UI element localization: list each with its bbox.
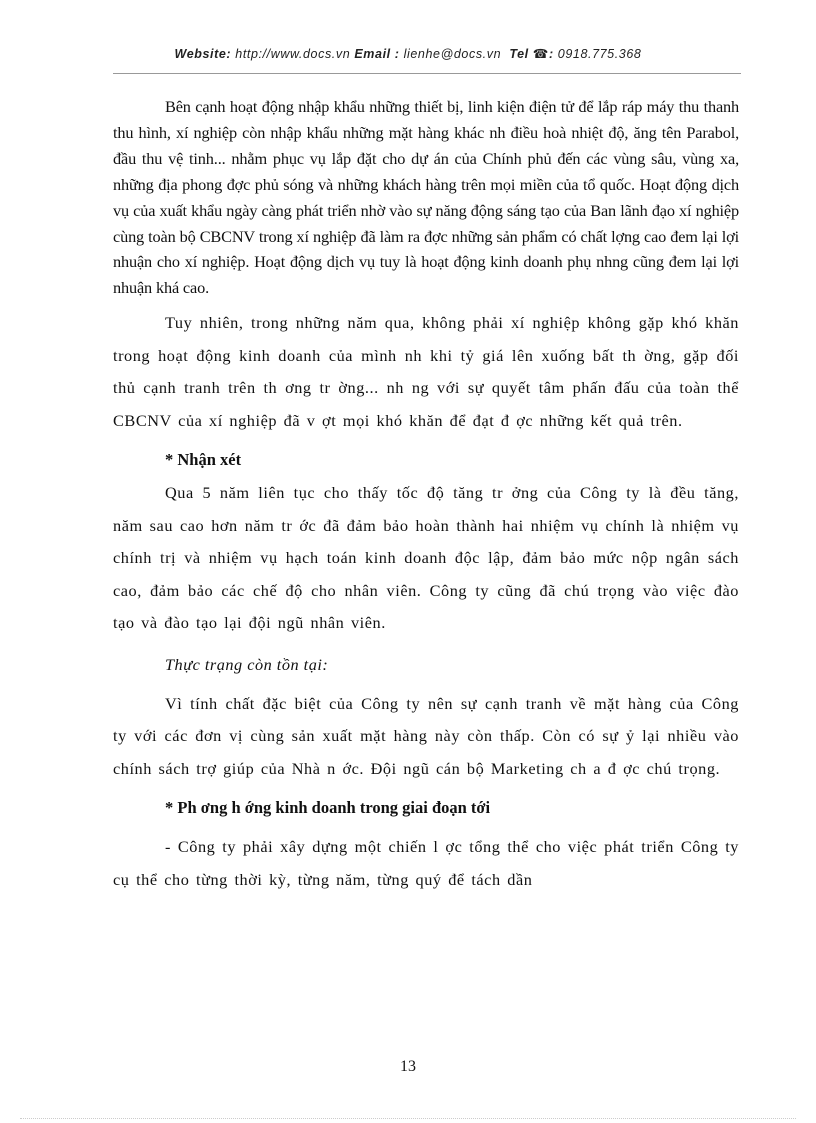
paragraph-strategy: - Công ty phải xây dựng một chiến l ợc tổng thể cho việc phát triển Công ty cụ thể cho từng thời kỳ, từng năm, từng quý để tách dần [113,837,739,889]
page-bottom-border [20,1118,796,1119]
page-number: 13 [400,1058,416,1075]
paragraph-import-activities: Bên cạnh hoạt động nhập khẩu những thiết bị, linh kiện điện tử để lắp ráp máy thu thanh thu hình, xí nghiệp còn nhập khẩu những mặt hàng khác nh điều hoà nhiệt độ, ăng tên Parabol, đầu thu vệ tinh... nhằm phục vụ lắp đặt cho dự án của Chính phủ đến các vùng sâu, vùng xa, những địa phong đợc phủ sóng và những khách hàng trên mọi miền của tổ quốc. Hoạt động dịch vụ của xuất khẩu ngày càng phát triển nhờ vào sự năng động sáng tạo của Ban lãnh đạo xí nghiệp cùng toàn bộ CBCNV trong xí nghiệp đã làm ra đợc những sản phẩm có chất lợng cao đem lại lợi nhuận cho xí nghiệp. Hoạt động dịch vụ tuy là hoạt động kinh doanh phụ nhng cũng đem lại lợi nhuận khá cao. [113,97,739,298]
email-label: Email : [354,47,400,61]
paragraph-difficulties: Tuy nhiên, trong những năm qua, không phải xí nghiệp không gặp khó khăn trong hoạt động kinh doanh của mình nh khi tỷ giá lên xuống bất th ờng, gặp đối thủ cạnh tranh trên th ơng tr ờng... nh ng với sự quyết tâm phấn đấu của toàn thể CBCNV của xí nghiệp đã v ợt mọi khó khăn để đạt đ ợc những kết quả trên. [113,313,739,430]
document-body [113,94,739,896]
heading-remarks: * Nhận xét [165,450,242,470]
tel-number: 0918.775.368 [557,47,642,61]
paragraph-competition: Vì tính chất đặc biệt của Công ty nên sự cạnh tranh về mặt hàng của Công ty với các đơn vị cùng sản xuất mặt hàng này còn thấp. Còn có sự ỷ lại nhiều vào chính sách trợ giúp của Nhà n ớc. Đội ngũ cán bộ Marketing ch a đ ợc chú trọng. [113,693,739,778]
tel-label: Tel ☎: [509,47,554,61]
paragraph-growth: Qua 5 năm liên tục cho thấy tốc độ tăng tr ởng của Công ty là đều tăng, năm sau cao hơn năm tr ớc đã đảm bảo hoàn thành hai nhiệm vụ chính là nhiệm vụ chính trị và nhiệm vụ hạch toán kinh doanh độc lập, đảm bảo mức nộp ngân sách cao, đảm bảo các chế độ cho nhân viên. Công ty cũng đã chú trọng vào việc đào tạo và đào tạo lại đội ngũ nhân viên. [113,483,739,633]
website-label: Website: [174,47,232,61]
header-divider [113,73,741,74]
website-url[interactable]: http://www.docs.vn [235,47,351,61]
page-header [0,46,816,61]
heading-current-issues: Thực trạng còn tồn tại: [165,654,329,674]
heading-business-direction: * Ph ơng h ớng kinh doanh trong giai đoạn tới [165,798,491,818]
email-address[interactable]: lienhe@docs.vn [403,47,502,61]
